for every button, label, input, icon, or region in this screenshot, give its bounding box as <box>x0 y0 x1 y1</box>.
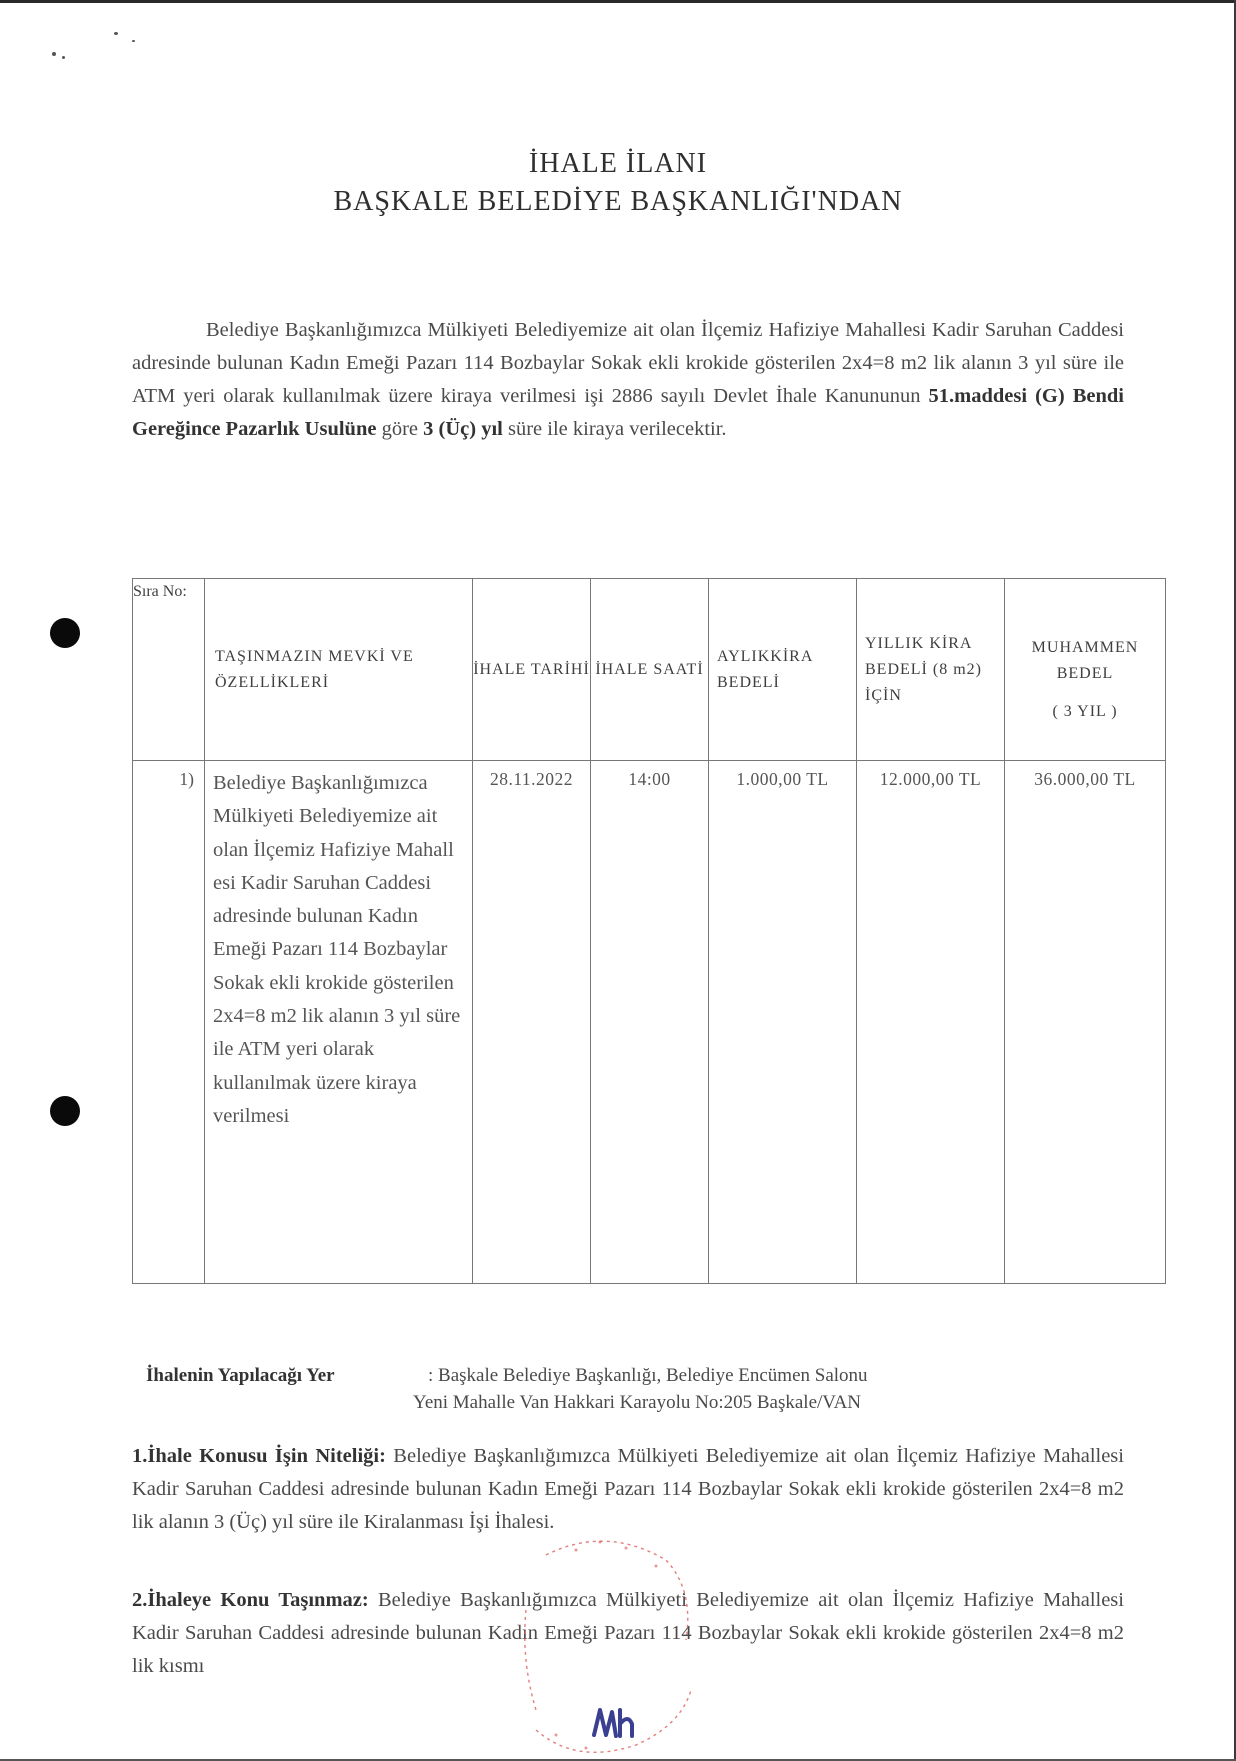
tender-table <box>132 578 1166 1284</box>
cell-sira: 1) <box>133 761 205 1284</box>
cell-ihale-tarihi: 28.11.2022 <box>473 761 591 1284</box>
section-2-text: Belediye Başkanlığımızca Mülkiyeti Belediyemize ait olan İlçemiz Hafiziye Mahallesi Kadir Saruhan Caddesi adresinde bulunan Kadın Emeği Pazarı 114 Bozbaylar Sokak ekli krokide gösterilen 2x4=8 m2 lik kısmı <box>132 1589 1124 1677</box>
scan-speck <box>62 56 65 59</box>
cell-muhammen: 36.000,00 TL <box>1005 761 1166 1284</box>
section-1-label: 1.İhale Konusu İşin Niteliği: <box>132 1445 386 1467</box>
header-muhammen-sub: ( 3 YIL ) <box>1052 702 1118 720</box>
header-ihale-tarihi: İHALE TARİHİ <box>473 579 591 761</box>
punch-hole <box>50 1096 80 1126</box>
header-aylik-kira: AYLIKKİRA BEDELİ <box>709 579 857 761</box>
header-tasinmaz: TAŞINMAZIN MEVKİ VE ÖZELLİKLERİ <box>205 579 473 761</box>
scan-speck <box>52 52 56 56</box>
venue-line1: : Başkale Belediye Başkanlığı, Belediye Encümen Salonu <box>428 1365 868 1386</box>
intro-text: süre ile kiraya verilecektir. <box>502 418 727 440</box>
official-stamp-icon <box>516 1530 696 1760</box>
document-title: İHALE İLANI <box>528 148 708 179</box>
cell-description: Belediye Başkanlığımızca Mülkiyeti Belediyemize ait olan İlçemiz Hafiziye Mahall esi Kadir Saruhan Caddesi adresinde bulunan Kadın Emeği Pazarı 114 Bozbaylar Sokak ekli krokide gösterilen 2x4=8 m2 lik alanın 3 yıl süre ile ATM yeri olarak kullanılmak üzere kiraya verilmesi <box>205 761 473 1284</box>
table-row <box>133 761 1166 1284</box>
venue-label: İhalenin Yapılacağı Yer <box>146 1365 335 1386</box>
section-1 <box>132 1440 1124 1539</box>
tender-venue <box>146 1362 868 1416</box>
header-muhammen-label: MUHAMMEN BEDEL <box>1031 638 1139 682</box>
section-1-text: Belediye Başkanlığımızca Mülkiyeti Belediyemize ait olan İlçemiz Hafiziye Mahallesi Kadir Saruhan Caddesi adresinde bulunan Kadın Emeği Pazarı 114 Bozbaylar Sokak ekli krokide gösterilen 2x4=8 m2 lik alanın 3 (Üç) yıl süre ile Kiralanması İşi İhalesi. <box>132 1445 1124 1533</box>
section-2-label: 2.İhaleye Konu Taşınmaz: <box>132 1589 369 1611</box>
table-header-row <box>133 579 1166 761</box>
intro-text: göre <box>376 418 424 440</box>
header-yillik-kira: YILLIK KİRA BEDELİ (8 m2) İÇİN <box>857 579 1005 761</box>
intro-text: Belediye Başkanlığımızca Mülkiyeti Belediyemize ait olan İlçemiz Hafiziye Mahallesi Kadir Saruhan Caddesi adresinde bulunan Kadın Emeği Pazarı 114 Bozbaylar Sokak ekli krokide gösterilen 2x4=8 m2 lik alanın 3 yıl süre ile ATM yeri olarak kullanılmak üzere kiraya verilmesi işi 2886 sayılı Devlet İhale Kanununun <box>132 319 1124 407</box>
header-ihale-saati: İHALE SAATİ <box>591 579 709 761</box>
venue-line2: Yeni Mahalle Van Hakkari Karayolu No:205 Başkale/VAN <box>413 1392 862 1413</box>
document-subtitle: BAŞKALE BELEDİYE BAŞKANLIĞI'NDAN <box>333 186 903 217</box>
header-sira: Sıra No: <box>133 579 205 761</box>
intro-bold-duration: 3 (Üç) yıl <box>423 418 503 440</box>
signature-icon <box>594 1710 632 1736</box>
cell-ihale-saati: 14:00 <box>591 761 709 1284</box>
cell-yillik-kira: 12.000,00 TL <box>857 761 1005 1284</box>
header-muhammen <box>1005 579 1166 761</box>
page-top-edge <box>0 0 1236 3</box>
scan-speck <box>132 40 135 42</box>
cell-aylik-kira: 1.000,00 TL <box>709 761 857 1284</box>
intro-paragraph <box>132 314 1124 446</box>
punch-hole <box>50 618 80 648</box>
intro-bold-law: 51.maddesi (G) Bendi Gereğince Pazarlık Usulüne <box>132 385 1124 440</box>
scan-speck <box>114 32 118 35</box>
